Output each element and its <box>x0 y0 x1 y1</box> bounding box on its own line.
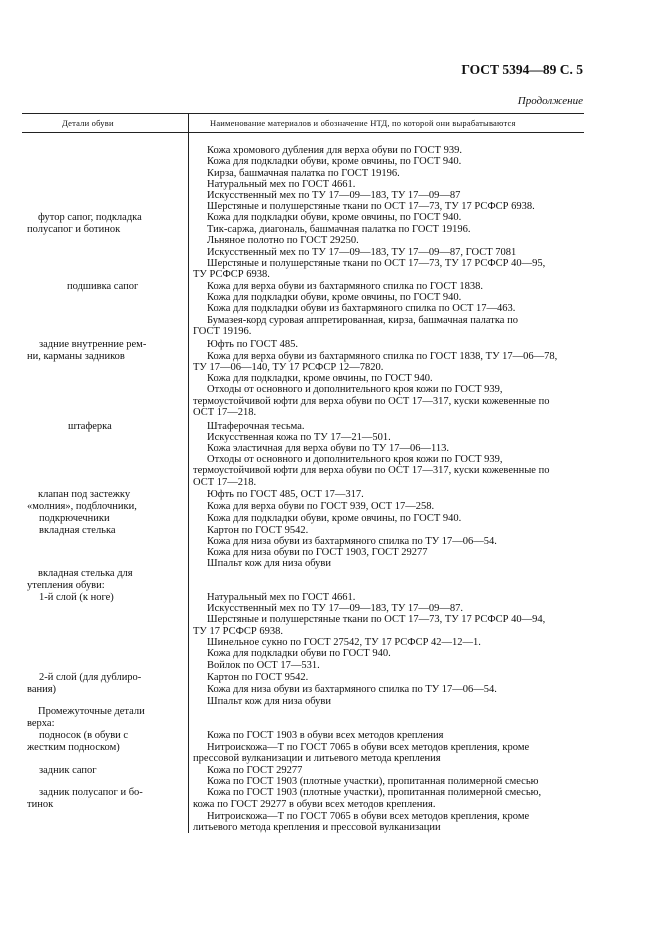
material-row: ГОСТ 19196. <box>193 326 252 337</box>
material-row: Шинельное сукно по ГОСТ 27542, ТУ 17 РСФСР 42—12—1. <box>207 637 481 648</box>
part-row: Промежуточные детали <box>38 706 145 717</box>
material-row: Шпальт кож для низа обуви <box>207 696 331 707</box>
material-row: Кожа эластичная для верха обуви по ТУ 17—06—113. <box>207 443 449 454</box>
material-row: Кожа для подкладки обуви из бахтармяного спилка по ОСТ 17—463. <box>207 303 516 314</box>
part-row: подносок (в обуви с <box>39 730 129 741</box>
material-row: Шерстяные и полушерстяные ткани по ОСТ 17—73, ТУ 17 РСФСР 6938. <box>207 201 535 212</box>
part-row: 1-й слой (к ноге) <box>39 592 114 603</box>
column-header-parts: Детали обуви <box>62 118 114 128</box>
material-row: ТУ 17—06—140, ТУ 17 РСФСР 12—7820. <box>193 362 384 373</box>
material-row: ТУ 17 РСФСР 6938. <box>193 626 283 637</box>
material-row: Кожа для низа обуви из бахтармяного спилка по ТУ 17—06—54. <box>207 536 497 547</box>
part-row: вания) <box>27 684 57 695</box>
material-row: Юфть по ГОСТ 485. <box>207 339 299 350</box>
material-row: Искусственный мех по ТУ 17—09—183, ТУ 17—09—87 <box>207 190 461 201</box>
part-row: футор сапог, подкладка <box>38 212 142 223</box>
part-row: ни, карманы задников <box>27 351 125 362</box>
part-row: вкладная стелька <box>39 525 116 536</box>
page-header: ГОСТ 5394—89 С. 5 <box>461 62 583 77</box>
material-row: Кожа хромового дубления для верха обуви по ГОСТ 939. <box>207 145 462 156</box>
material-row: Отходы от основного и дополнительного кроя кожи по ГОСТ 939, <box>207 454 503 465</box>
part-row: клапан под застежку <box>38 489 131 500</box>
material-row: Кожа для подкладки, кроме овчины, по ГОСТ 940. <box>207 373 433 384</box>
part-row: подкрючечники <box>39 513 110 524</box>
material-row: термоустойчивой юфти для верха обуви по ОСТ 17—317, куски кожевенные по <box>193 396 550 407</box>
material-row: Натуральный мех по ГОСТ 4661. <box>207 179 356 190</box>
material-row: прессовой вулканизации и литьевого метода крепления <box>193 753 441 764</box>
material-row: ТУ РСФСР 6938. <box>193 269 270 280</box>
material-row: Кожа для верха обуви из бахтармяного спилка по ГОСТ 1838, ТУ 17—06—78, <box>207 351 558 362</box>
material-row: Шпальт кож для низа обуви <box>207 558 331 569</box>
material-row: Штаферочная тесьма. <box>207 421 305 432</box>
part-row: «молния», подблочники, <box>27 501 137 512</box>
material-row: Кожа по ГОСТ 1903 (плотные участки), пропитанная полимерной смесью <box>207 776 539 787</box>
material-row: Кожа для подкладки обуви по ГОСТ 940. <box>207 648 391 659</box>
material-row: Кожа для подкладки обуви, кроме овчины, по ГОСТ 940. <box>207 212 462 223</box>
material-row: кожа по ГОСТ 29277 в обуви всех методов крепления. <box>193 799 436 810</box>
part-row: задник полусапог и бо- <box>39 787 143 798</box>
material-row: Бумазея-корд суровая аппретированная, кирза, башмачная палатка по <box>207 315 518 326</box>
part-row: верха: <box>27 718 55 729</box>
part-row: задние внутренние рем- <box>39 339 147 350</box>
material-row: Кожа по ГОСТ 1903 в обуви всех методов крепления <box>207 730 444 741</box>
material-row: Картон по ГОСТ 9542. <box>207 525 309 536</box>
material-row: Искусственный мех по ТУ 17—09—183, ТУ 17—09—87, ГОСТ 7081 <box>207 247 517 258</box>
material-row: литьевого метода крепления и прессовой вулканизации <box>193 822 441 833</box>
material-row: Нитроискожа—Т по ГОСТ 7065 в обуви всех методов крепления, кроме <box>207 742 530 753</box>
material-row: Кирза, башмачная палатка по ГОСТ 19196. <box>207 168 400 179</box>
material-row: Отходы от основного и дополнительного кроя кожи по ГОСТ 939, <box>207 384 503 395</box>
material-row: Кожа по ГОСТ 29277 <box>207 765 303 776</box>
material-row: Льняное полотно по ГОСТ 29250. <box>207 235 359 246</box>
continuation-label: Продолжение <box>517 95 583 107</box>
part-row: 2-й слой (для дублиро- <box>39 672 142 683</box>
material-row: Кожа для подкладки обуви, кроме овчины, по ГОСТ 940. <box>207 156 462 167</box>
part-row: задник сапог <box>39 765 97 776</box>
part-row: вкладная стелька для <box>38 568 133 579</box>
material-row: Кожа по ГОСТ 1903 (плотные участки), пропитанная полимерной смесью, <box>207 787 542 798</box>
material-row: ОСТ 17—218. <box>193 477 257 488</box>
material-row: термоустойчивой юфти для верха обуви по ОСТ 17—317, куски кожевенные по <box>193 465 550 476</box>
material-row: Искусственная кожа по ТУ 17—21—501. <box>207 432 391 443</box>
part-row: тинок <box>27 799 54 810</box>
material-row: Кожа для низа обуви из бахтармяного спилка по ТУ 17—06—54. <box>207 684 497 695</box>
material-row: Искусственный мех по ТУ 17—09—183, ТУ 17—09—87. <box>207 603 464 614</box>
material-row: Тик-саржа, диагональ, башмачная палатка по ГОСТ 19196. <box>207 224 471 235</box>
material-row: Войлок по ОСТ 17—531. <box>207 660 320 671</box>
material-row: Кожа для верха обуви по ГОСТ 939, ОСТ 17—258. <box>207 501 435 512</box>
part-row: утепления обуви: <box>27 580 105 591</box>
material-row: Шерстяные и полушерстяные ткани по ОСТ 17—73, ТУ 17 РСФСР 40—95, <box>207 258 546 269</box>
part-row: полусапог и ботинок <box>27 224 121 235</box>
material-row: Картон по ГОСТ 9542. <box>207 672 309 683</box>
material-row: Нитроискожа—Т по ГОСТ 7065 в обуви всех методов крепления, кроме <box>207 811 530 822</box>
part-row: штаферка <box>68 421 112 432</box>
material-row: Кожа для верха обуви из бахтармяного спилка по ГОСТ 1838. <box>207 281 484 292</box>
column-header-materials: Наименование материалов и обозначение НТД, по которой они вырабатываются <box>210 118 516 128</box>
part-row: жестким подноском) <box>27 742 120 753</box>
material-row: Юфть по ГОСТ 485, ОСТ 17—317. <box>207 489 364 500</box>
material-row: Кожа для подкладки обуви, кроме овчины, по ГОСТ 940. <box>207 292 462 303</box>
material-row: Кожа для низа обуви по ГОСТ 1903, ГОСТ 29277 <box>207 547 428 558</box>
material-row: Натуральный мех по ГОСТ 4661. <box>207 592 356 603</box>
material-row: Кожа для подкладки обуви, кроме овчины, по ГОСТ 940. <box>207 513 462 524</box>
material-row: ОСТ 17—218. <box>193 407 257 418</box>
material-row: Шерстяные и полушерстяные ткани по ОСТ 17—73, ТУ 17 РСФСР 40—94, <box>207 614 546 625</box>
part-row: подшивка сапог <box>67 281 139 292</box>
